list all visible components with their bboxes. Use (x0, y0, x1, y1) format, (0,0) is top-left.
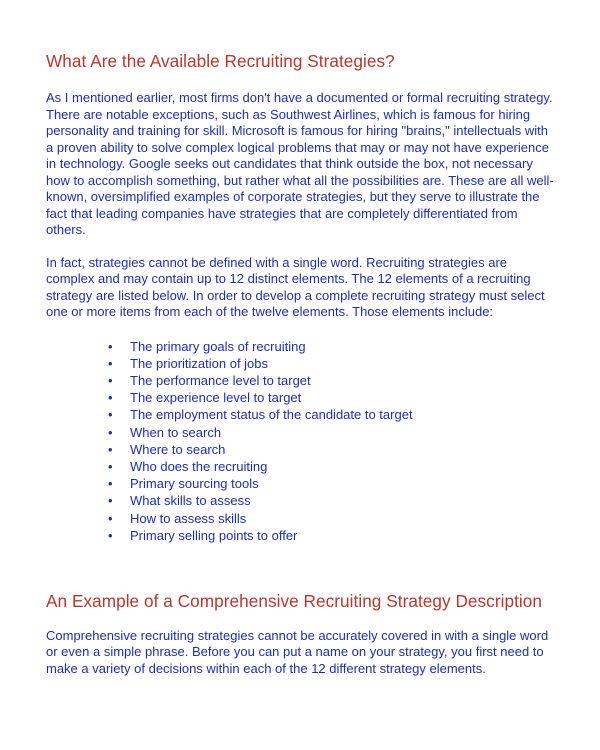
bullet-icon: • (108, 424, 113, 440)
list-item (108, 458, 554, 475)
paragraph-intro: As I mentioned earlier, most firms don't have a documented or formal recruiting strategy. There are notable exceptions, such as Southwest Airlines, which is famous for hiring personality and training for skill. Microsoft is famous for hiring "brains," intellectuals with a proven ability to solve complex logical problems that may or may not have experience in technology. Google seeks out candidates that think outside the box, not necessary how to accomplish something, but rather what all the possibilities are. These are all well-known, oversimplified examples of corporate strategies, but they serve to illustrate the fact that leading companies have strategies that are completely differentiated from others. (46, 90, 554, 237)
list-item (108, 389, 554, 406)
bullet-icon: • (108, 510, 113, 526)
bullet-icon: • (108, 372, 113, 388)
list-item (108, 492, 554, 509)
list-item-text: How to assess skills (130, 510, 247, 526)
list-item-text: Primary selling points to offer (130, 527, 298, 543)
list-item-text: What skills to assess (130, 493, 251, 509)
list-item-text: Where to search (130, 441, 226, 457)
list-item (108, 355, 554, 372)
bullet-icon: • (108, 355, 113, 371)
list-item-text: Primary sourcing tools (130, 476, 259, 492)
paragraph-example: Comprehensive recruiting strategies cannot be accurately covered in with a single word or even a simple phrase. Before you can put a name on your strategy, you first need to make a variety of decisions within each of the 12 different strategy elements. (46, 627, 549, 676)
list-item-text: The prioritization of jobs (130, 355, 269, 371)
list-item (108, 441, 554, 458)
bullet-icon: • (108, 338, 113, 354)
list-item (108, 527, 554, 544)
section-heading-strategies: What Are the Available Recruiting Strategies? (46, 51, 395, 71)
bullet-icon: • (108, 407, 113, 423)
bullet-icon: • (108, 476, 113, 492)
list-item (108, 510, 554, 527)
list-item (108, 424, 554, 441)
list-item (108, 406, 554, 423)
bullet-icon: • (108, 527, 113, 543)
strategy-elements-list (46, 338, 554, 544)
bullet-icon: • (108, 458, 113, 474)
list-item-text: When to search (130, 424, 222, 440)
list-item-text: The performance level to target (130, 372, 311, 388)
list-item (108, 475, 554, 492)
list-item-text: The primary goals of recruiting (130, 338, 306, 354)
section-heading-example: An Example of a Comprehensive Recruiting Strategy Description (46, 590, 542, 611)
list-item (108, 372, 554, 389)
list-item (108, 338, 554, 355)
bullet-icon: • (108, 493, 113, 509)
paragraph-elements: In fact, strategies cannot be defined with a single word. Recruiting strategies are complex and may contain up to 12 distinct elements. The 12 elements of a recruiting strategy are listed below. In order to develop a complete recruiting strategy must select one or more items from each of the twelve elements. Those elements include: (46, 254, 545, 319)
bullet-icon: • (108, 390, 113, 406)
bullet-icon: • (108, 441, 113, 457)
list-item-text: Who does the recruiting (130, 458, 268, 474)
list-item-text: The employment status of the candidate to target (130, 407, 413, 423)
list-item-text: The experience level to target (130, 390, 302, 406)
